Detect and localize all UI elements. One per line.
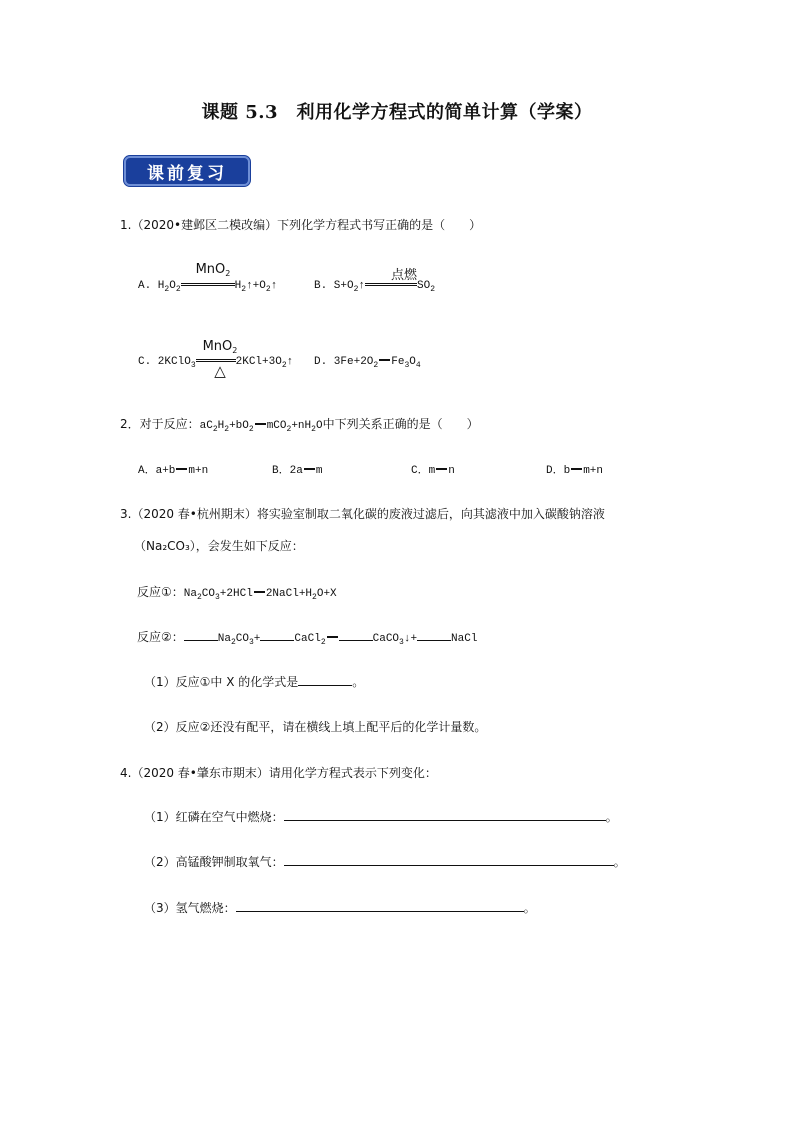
q2-stem: 2．对于反应：$aC_2H_2+bO_2$ $mCO_2+nH_2O$中下列关系正确的是（ ） bbox=[120, 417, 479, 434]
q1-option-c: C. 2KClO$_3$ $2KCl+3O_2↑$ bbox=[138, 356, 294, 370]
q1-b-equal-sign bbox=[365, 283, 417, 286]
q1-option-d: D. $3Fe+2O_2$ $Fe_3O_4$ bbox=[314, 356, 421, 370]
q4-item-1: （1）红磷在空气中燃烧： 。 bbox=[144, 810, 618, 824]
q1-stem: 1.（2020•建邺区二模改编）下列化学方程式书写正确的是（ ） bbox=[120, 218, 482, 232]
q4-item-2: （2）高锰酸钾制取氧气： 。 bbox=[144, 855, 626, 869]
q3-sub2: （2）反应②还没有配平，请在横线上填上配平后的化学计量数。 bbox=[144, 720, 487, 734]
q1-c-label: C. bbox=[138, 356, 152, 368]
q1-a-label: A. bbox=[138, 280, 152, 292]
q3-reaction-2: 反应②： $Na_2CO_3+$ CaCl$_2$ CaCO$_3$↓+ NaCl bbox=[137, 630, 478, 647]
q2-option-a: A．a+b m+n bbox=[138, 465, 209, 477]
section-badge: 课前复习 bbox=[124, 156, 250, 186]
q1-option-a: A. $H_2O_2$ $H_2↑+O_2↑$ bbox=[138, 280, 278, 294]
blank-coef-3[interactable] bbox=[339, 628, 373, 641]
q4-stem: 4.（2020 春•肇东市期末）请用化学方程式表示下列变化： bbox=[120, 766, 437, 780]
q2-equation: $aC_2H_2+bO_2$ $mCO_2+nH_2O$ bbox=[199, 420, 323, 434]
q1-c-condition: MnO$_2$ bbox=[202, 339, 238, 355]
blank-q4-1[interactable] bbox=[284, 808, 606, 821]
q3-stem-line1: 3.（2020 春•杭州期末）将实验室制取二氧化碳的废液过滤后，向其滤液中加入碳酸钠溶液 bbox=[120, 507, 605, 521]
q1-a-equal-sign bbox=[181, 283, 235, 286]
blank-coef-1[interactable] bbox=[184, 628, 218, 641]
q1-d-label: D. bbox=[314, 356, 328, 368]
q2-option-c: C．m n bbox=[411, 465, 455, 477]
q1-b-label: B. bbox=[314, 280, 328, 292]
blank-coef-4[interactable] bbox=[417, 628, 451, 641]
q4-item-3: （3）氢气燃烧： 。 bbox=[144, 901, 536, 915]
heat-icon: △ bbox=[214, 362, 226, 380]
q3-stem-line2: （Na₂CO₃），会发生如下反应： bbox=[134, 539, 304, 553]
q2-option-b: B．2a m bbox=[272, 465, 323, 477]
blank-coef-2[interactable] bbox=[260, 628, 294, 641]
q1-a-condition: MnO$_2$ bbox=[195, 262, 231, 278]
blank-q4-3[interactable] bbox=[236, 899, 524, 912]
page-title: 课题 5.3 利用化学方程式的简单计算（学案） bbox=[201, 102, 593, 123]
q3-reaction-1: 反应①：$Na_2CO_3+2HCl$ $2NaCl+H_2O+X$ bbox=[137, 585, 337, 602]
q2-option-d: D．b m+n bbox=[546, 465, 604, 477]
q1-option-b: B. $S+O_2↑$ $SO_2$ bbox=[314, 280, 436, 294]
q3-sub1: （1）反应①中 X 的化学式是 。 bbox=[144, 675, 365, 689]
q1-b-condition: 点燃 bbox=[390, 268, 417, 283]
blank-x-formula[interactable] bbox=[298, 673, 352, 686]
blank-q4-2[interactable] bbox=[284, 853, 614, 866]
